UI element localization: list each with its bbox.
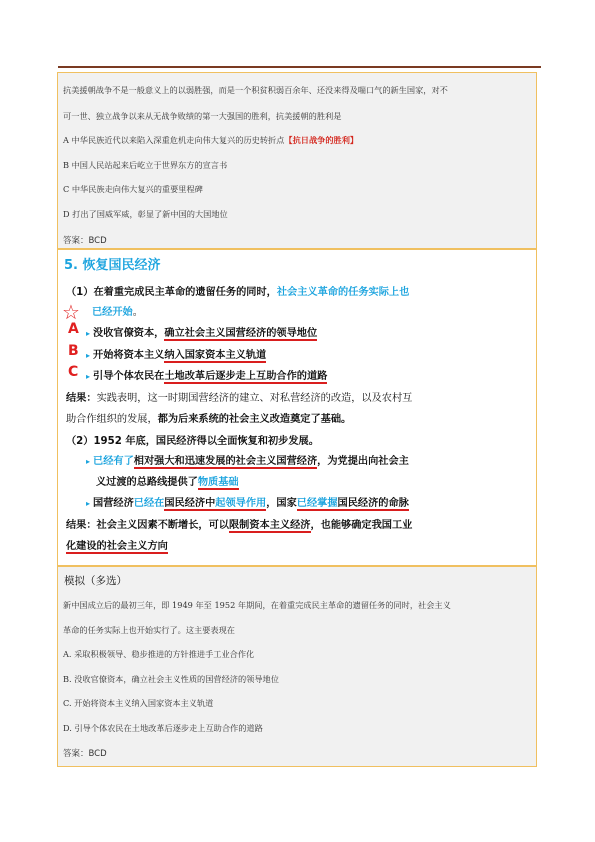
option-a bbox=[63, 135, 358, 146]
result-2-line-2 bbox=[66, 537, 168, 552]
option-b: B. 没收官僚资本，确立社会主义性质的国营经济的领导地位 bbox=[63, 674, 279, 684]
option-c: C. 开始将资本主义纳入国家资本主义轨道 bbox=[63, 698, 214, 708]
result-1-label: 结果： bbox=[66, 393, 97, 404]
handwritten-mark-a: A bbox=[68, 321, 79, 337]
result-2-underlined-2: 化建设的社会主义方向 bbox=[66, 541, 168, 552]
point-1-line-1 bbox=[66, 283, 409, 298]
handwritten-mark-c: C bbox=[68, 364, 79, 380]
question-text-line-2: 革命的任务实际上也开始实行了。这主要表现在 bbox=[63, 625, 235, 635]
option-b: B 中国人民站起来后屹立于世界东方的宣言书 bbox=[63, 160, 228, 170]
bullet-2a-text-2: 义过渡的总路线提供了 bbox=[96, 477, 198, 488]
bullet-2b-highlight: 已经在 bbox=[133, 498, 165, 509]
result-1-line-2 bbox=[66, 410, 351, 425]
bullet-2a-line-1 bbox=[86, 452, 409, 467]
bullet-2b-underlined-2: 国民经济的命脉 bbox=[337, 498, 409, 509]
bullet-a-underlined: 确立社会主义国营经济的领导地位 bbox=[164, 328, 318, 339]
option-a: A. 采取积极领导、稳步推进的方针推进手工业合作化 bbox=[63, 649, 255, 659]
section-title: 5. 恢复国民经济 bbox=[64, 258, 161, 273]
point-2: （2）1952 年底，国民经济得以全面恢复和初步发展。 bbox=[66, 436, 319, 447]
bullet-2b-underlined: 国民经济中 bbox=[164, 498, 216, 509]
answer-1: 答案：BCD bbox=[63, 236, 107, 246]
bullet-2b bbox=[86, 494, 409, 509]
bullet-2a-underlined: 相对强大和迅速发展的社会主义国营经济 bbox=[133, 456, 318, 467]
bullet-c bbox=[86, 367, 327, 382]
result-2-text-2: ，也能够确定我国工业 bbox=[310, 520, 413, 531]
option-d: D. 引导个体农民在土地改革后逐步走上互助合作的道路 bbox=[63, 723, 263, 733]
bullet-b-text: 开始将资本主义 bbox=[93, 350, 165, 361]
bullet-2a-text: ，为党提出向社会主 bbox=[317, 456, 409, 467]
bullet-2b-highlight-2: 起领导作用 bbox=[215, 498, 267, 509]
bullet-2a-highlight: 已经有了 bbox=[93, 456, 134, 467]
result-1-text: 实践表明，这一时期国营经济的建立、对私营经济的改造，以及农村互 bbox=[96, 393, 413, 404]
notes-section bbox=[57, 249, 537, 566]
question-text-line-1: 抗美援朝战争不是一般意义上的以弱胜强，而是一个积贫积弱百余年、还没来得及喘口气的新生国家，对不 bbox=[63, 85, 448, 95]
point-1-highlight-2: 已经开始 bbox=[92, 307, 133, 318]
bullet-2a-highlight-2: 物质基础 bbox=[197, 477, 239, 488]
bullet-2b-highlight-3: 已经掌握 bbox=[296, 498, 338, 509]
handwritten-mark-b: B bbox=[68, 343, 79, 359]
bullet-c-text: 引导个体农民在 bbox=[93, 371, 165, 382]
result-1-text-2: 助合作组织的发展， bbox=[66, 414, 158, 425]
question-type: 模拟（多选） bbox=[64, 575, 127, 587]
question-text-line-2: 可一世、独立战争以来从无战争败绩的第一大强国的胜利，抗美援朝的胜利是 bbox=[63, 111, 342, 121]
question-box-1 bbox=[57, 72, 537, 249]
option-d: D 打出了国威军威，彰显了新中国的大国地位 bbox=[63, 209, 228, 219]
star-icon: ☆ bbox=[62, 300, 80, 324]
point-1-period: 。 bbox=[132, 307, 143, 318]
bullet-2b-text-2: ，国家 bbox=[266, 498, 297, 509]
bullet-a-text: 没收官僚资本， bbox=[93, 328, 165, 339]
result-2-line-1 bbox=[66, 516, 412, 531]
top-divider bbox=[58, 66, 541, 68]
point-1-line-2 bbox=[92, 303, 143, 318]
bullet-icon: ▸ bbox=[86, 372, 91, 381]
result-1-conclusion: 都为后来系统的社会主义改造奠定了基础。 bbox=[157, 414, 352, 425]
question-text-line-1: 新中国成立后的最初三年，即 1949 年至 1952 年期间，在着重完成民主革命的遗留任务的同时，社会主义 bbox=[63, 600, 451, 610]
point-1-text: （1）在着重完成民主革命的遗留任务的同时， bbox=[66, 287, 277, 298]
point-1-highlight: 社会主义革命的任务实际上也 bbox=[276, 287, 410, 298]
bullet-2a-line-2 bbox=[96, 473, 239, 488]
bullet-2b-text: 国营经济 bbox=[93, 498, 134, 509]
option-a-note: 【抗日战争的胜利】 bbox=[284, 135, 359, 145]
bullet-b-underlined: 纳入国家资本主义轨道 bbox=[164, 350, 267, 361]
bullet-icon: ▸ bbox=[86, 351, 91, 360]
bullet-b bbox=[86, 346, 266, 361]
bullet-icon: ▸ bbox=[86, 329, 91, 338]
result-1-line-1 bbox=[66, 389, 412, 404]
result-2-text: 结果：社会主义因素不断增长，可以 bbox=[66, 520, 229, 531]
result-2-underlined: 限制资本主义经济 bbox=[229, 520, 311, 531]
bullet-c-underlined: 土地改革后逐步走上互助合作的道路 bbox=[164, 371, 328, 382]
bullet-icon: ▸ bbox=[86, 457, 91, 466]
answer-2: 答案：BCD bbox=[63, 749, 107, 759]
bullet-a bbox=[86, 324, 317, 339]
option-c: C 中华民族走向伟大复兴的重要里程碑 bbox=[63, 184, 203, 194]
option-a-text: A 中华民族近代以来陷入深重危机走向伟大复兴的历史转折点 bbox=[63, 135, 285, 145]
bullet-icon: ▸ bbox=[86, 499, 91, 508]
question-box-2 bbox=[57, 566, 537, 767]
